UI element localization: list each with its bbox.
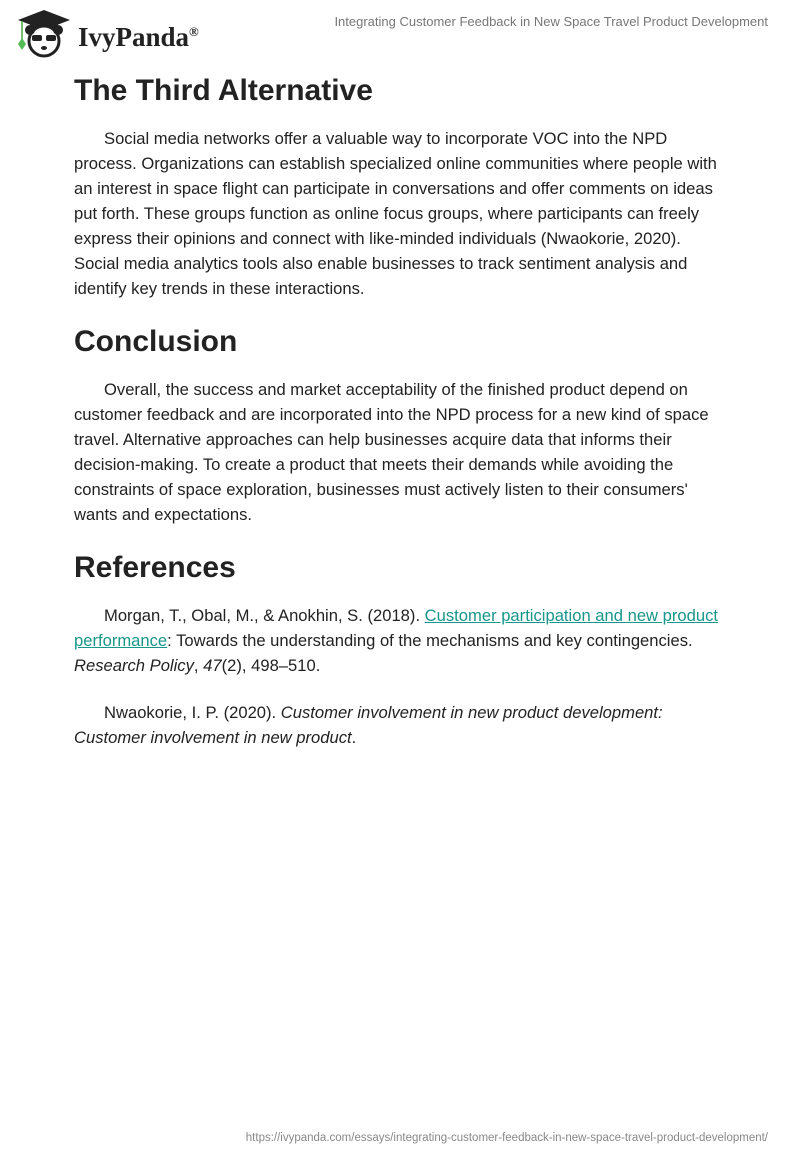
- references-heading: References: [74, 551, 236, 584]
- ref-text: : Towards the understanding of the mechanisms and key contingencies.: [167, 631, 693, 650]
- ivypanda-logo[interactable]: [16, 8, 199, 58]
- document-title: Integrating Customer Feedback in New Space Travel Product Development: [334, 14, 768, 29]
- ref-authors: Nwaokorie, I. P. (2020).: [104, 703, 281, 722]
- header: [0, 0, 800, 60]
- reference-item: [74, 700, 726, 750]
- logo-text: IvyPanda®: [78, 21, 199, 52]
- ref-authors: Morgan, T., Obal, M., & Anokhin, S. (2018).: [104, 606, 425, 625]
- ref-title: Customer involvement in new product development: Customer involvement in new product: [74, 703, 663, 747]
- reference-link[interactable]: Customer participation and new product performance: [74, 606, 718, 650]
- section-heading: The Third Alternative: [74, 74, 373, 107]
- essay-content: [74, 72, 726, 772]
- section-paragraph: Social media networks offer a valuable way to incorporate VOC into the NPD process. Organizations can establish specialized online communities where people with an interest in space flight can participate in conversations and offer comments on ideas put forth. These groups function as online focus groups, where participants can freely express their opinions and connect with like-minded individuals (Nwaokorie, 2020). Social media analytics tools also enable businesses to track sentiment analysis and identify key trends in these interactions.: [74, 129, 717, 298]
- section-heading: Conclusion: [74, 325, 238, 358]
- reference-item: [74, 603, 726, 678]
- section-paragraph: Overall, the success and market acceptability of the finished product depend on customer feedback and are incorporated into the NPD process for a new kind of space travel. Alternative approaches can help businesses acquire data that informs their decision-making. To create a product that meets their demands while avoiding the constraints of space exploration, businesses must actively listen to their consumers' wants and expectations.: [74, 380, 709, 524]
- panda-graduate-icon: [16, 8, 72, 58]
- ref-end: .: [351, 728, 357, 747]
- ref-journal: Research Policy: [74, 656, 194, 675]
- ref-sep: ,: [193, 656, 204, 675]
- ref-pages: (2), 498–510.: [221, 656, 321, 675]
- footer-url: https://ivypanda.com/essays/integrating-customer-feedback-in-new-space-travel-product-development/: [245, 1132, 768, 1144]
- ref-volume: 47: [203, 656, 222, 675]
